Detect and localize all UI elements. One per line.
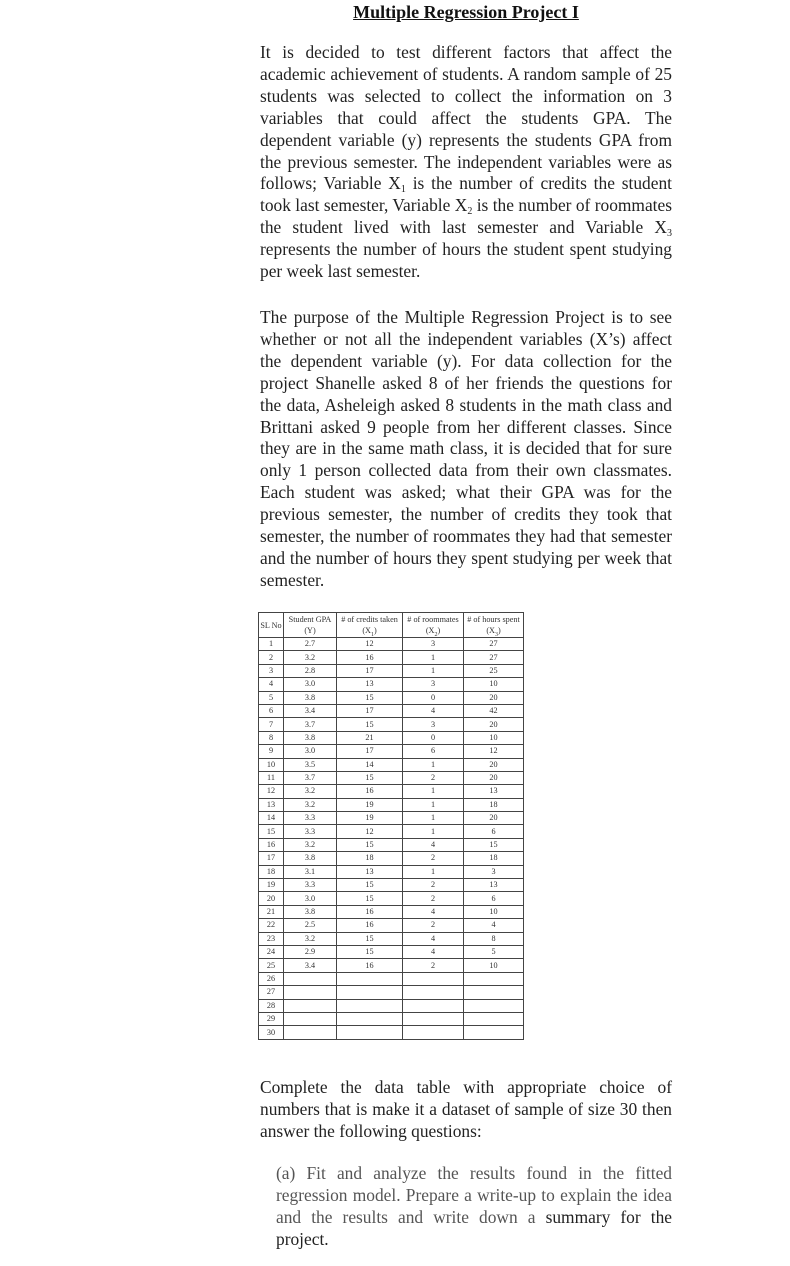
cell-roommates: 2 bbox=[403, 879, 464, 892]
header-roommates bbox=[403, 613, 464, 638]
cell-credits: 16 bbox=[337, 905, 403, 918]
cell-gpa: 3.2 bbox=[284, 798, 337, 811]
cell-sl-no: 1 bbox=[259, 638, 284, 651]
cell-credits bbox=[337, 986, 403, 999]
cell-gpa: 3.7 bbox=[284, 771, 337, 784]
cell-hours: 20 bbox=[464, 691, 524, 704]
table-row bbox=[259, 638, 524, 651]
cell-hours: 20 bbox=[464, 771, 524, 784]
cell-sl-no: 17 bbox=[259, 852, 284, 865]
cell-credits: 15 bbox=[337, 718, 403, 731]
cell-credits: 15 bbox=[337, 932, 403, 945]
cell-hours: 13 bbox=[464, 785, 524, 798]
cell-sl-no: 23 bbox=[259, 932, 284, 945]
cell-gpa: 3.4 bbox=[284, 959, 337, 972]
cell-sl-no: 28 bbox=[259, 999, 284, 1012]
cell-sl-no: 11 bbox=[259, 771, 284, 784]
header-label: # of hours spent bbox=[467, 615, 520, 624]
cell-sl-no: 25 bbox=[259, 959, 284, 972]
table-row bbox=[259, 691, 524, 704]
cell-credits: 13 bbox=[337, 678, 403, 691]
table-row bbox=[259, 919, 524, 932]
table-row bbox=[259, 745, 524, 758]
cell-hours: 10 bbox=[464, 959, 524, 972]
header-hours bbox=[464, 613, 524, 638]
cell-hours: 42 bbox=[464, 704, 524, 717]
cell-credits: 15 bbox=[337, 879, 403, 892]
cell-gpa: 2.8 bbox=[284, 664, 337, 677]
table-row bbox=[259, 972, 524, 985]
table-row bbox=[259, 825, 524, 838]
cell-hours: 18 bbox=[464, 798, 524, 811]
cell-gpa: 3.0 bbox=[284, 745, 337, 758]
header-sl-no bbox=[259, 613, 284, 638]
cell-sl-no: 12 bbox=[259, 785, 284, 798]
cell-sl-no: 7 bbox=[259, 718, 284, 731]
table-row bbox=[259, 932, 524, 945]
cell-roommates: 4 bbox=[403, 905, 464, 918]
cell-sl-no: 24 bbox=[259, 945, 284, 958]
cell-hours: 12 bbox=[464, 745, 524, 758]
cell-credits: 17 bbox=[337, 664, 403, 677]
data-table-container bbox=[258, 612, 524, 1040]
subscript-3: 3 bbox=[667, 228, 672, 240]
cell-gpa bbox=[284, 1026, 337, 1039]
cell-credits: 18 bbox=[337, 852, 403, 865]
cell-gpa: 3.4 bbox=[284, 704, 337, 717]
cell-sl-no: 26 bbox=[259, 972, 284, 985]
cell-hours: 8 bbox=[464, 932, 524, 945]
intro-text-3: is the number of roommates the student lived with last semester and Variable X bbox=[260, 195, 672, 238]
cell-credits: 15 bbox=[337, 892, 403, 905]
cell-sl-no: 15 bbox=[259, 825, 284, 838]
cell-sl-no: 9 bbox=[259, 745, 284, 758]
table-row bbox=[259, 651, 524, 664]
cell-roommates: 3 bbox=[403, 678, 464, 691]
cell-sl-no: 5 bbox=[259, 691, 284, 704]
cell-hours bbox=[464, 972, 524, 985]
cell-gpa: 3.3 bbox=[284, 879, 337, 892]
cell-gpa: 3.8 bbox=[284, 852, 337, 865]
cell-gpa: 3.8 bbox=[284, 691, 337, 704]
cell-roommates: 1 bbox=[403, 651, 464, 664]
data-table bbox=[258, 612, 524, 1040]
cell-hours: 10 bbox=[464, 731, 524, 744]
cell-sl-no: 6 bbox=[259, 704, 284, 717]
table-row bbox=[259, 905, 524, 918]
cell-gpa: 3.0 bbox=[284, 892, 337, 905]
subscript-1: 1 bbox=[400, 184, 406, 196]
cell-gpa: 3.3 bbox=[284, 812, 337, 825]
cell-hours bbox=[464, 986, 524, 999]
cell-hours bbox=[464, 999, 524, 1012]
header-credits bbox=[337, 613, 403, 638]
cell-sl-no: 14 bbox=[259, 812, 284, 825]
cell-hours bbox=[464, 1012, 524, 1025]
table-row bbox=[259, 865, 524, 878]
table-body bbox=[259, 638, 524, 1040]
cell-gpa: 3.5 bbox=[284, 758, 337, 771]
cell-roommates: 2 bbox=[403, 892, 464, 905]
cell-hours: 20 bbox=[464, 812, 524, 825]
cell-sl-no: 18 bbox=[259, 865, 284, 878]
cell-roommates bbox=[403, 972, 464, 985]
table-row bbox=[259, 879, 524, 892]
cell-roommates bbox=[403, 1012, 464, 1025]
cell-roommates bbox=[403, 1026, 464, 1039]
table-row bbox=[259, 678, 524, 691]
table-row bbox=[259, 664, 524, 677]
cell-gpa bbox=[284, 1012, 337, 1025]
header-sublabel: (X bbox=[362, 626, 371, 635]
table-row bbox=[259, 986, 524, 999]
cell-gpa: 3.0 bbox=[284, 678, 337, 691]
cell-credits: 21 bbox=[337, 731, 403, 744]
cell-hours: 27 bbox=[464, 651, 524, 664]
cell-hours: 4 bbox=[464, 919, 524, 932]
cell-credits: 15 bbox=[337, 691, 403, 704]
intro-text-4: represents the number of hours the student spent studying per week last semester. bbox=[260, 239, 672, 282]
header-sublabel: (X bbox=[486, 626, 495, 635]
cell-credits: 17 bbox=[337, 745, 403, 758]
cell-sl-no: 27 bbox=[259, 986, 284, 999]
cell-roommates: 0 bbox=[403, 731, 464, 744]
cell-roommates: 4 bbox=[403, 838, 464, 851]
cell-gpa: 2.7 bbox=[284, 638, 337, 651]
header-close: ) bbox=[497, 626, 501, 635]
cell-sl-no: 8 bbox=[259, 731, 284, 744]
cell-credits: 17 bbox=[337, 704, 403, 717]
cell-credits: 12 bbox=[337, 825, 403, 838]
cell-hours: 27 bbox=[464, 638, 524, 651]
cell-roommates: 2 bbox=[403, 959, 464, 972]
intro-paragraph bbox=[260, 42, 672, 283]
cell-roommates: 1 bbox=[403, 758, 464, 771]
table-row bbox=[259, 812, 524, 825]
question-a-summary: summary for the project. bbox=[276, 1206, 672, 1249]
header-sublabel: (X bbox=[425, 626, 435, 635]
cell-gpa bbox=[284, 986, 337, 999]
table-row bbox=[259, 959, 524, 972]
cell-roommates bbox=[403, 999, 464, 1012]
cell-hours: 3 bbox=[464, 865, 524, 878]
cell-hours bbox=[464, 1026, 524, 1039]
cell-credits: 16 bbox=[337, 651, 403, 664]
header-close: ) bbox=[373, 626, 377, 635]
cell-roommates: 2 bbox=[403, 771, 464, 784]
cell-hours: 6 bbox=[464, 892, 524, 905]
header-label: # of roommates bbox=[407, 615, 459, 624]
cell-gpa bbox=[284, 972, 337, 985]
table-header-row bbox=[259, 613, 524, 638]
cell-gpa: 3.8 bbox=[284, 905, 337, 918]
table-row bbox=[259, 1012, 524, 1025]
table-row bbox=[259, 892, 524, 905]
cell-sl-no: 10 bbox=[259, 758, 284, 771]
table-row bbox=[259, 798, 524, 811]
cell-gpa: 3.2 bbox=[284, 932, 337, 945]
header-student-gpa bbox=[284, 613, 337, 638]
cell-roommates: 1 bbox=[403, 812, 464, 825]
cell-gpa bbox=[284, 999, 337, 1012]
cell-hours: 10 bbox=[464, 678, 524, 691]
cell-hours: 10 bbox=[464, 905, 524, 918]
cell-credits bbox=[337, 1012, 403, 1025]
cell-credits: 16 bbox=[337, 959, 403, 972]
table-row bbox=[259, 771, 524, 784]
cell-hours: 20 bbox=[464, 718, 524, 731]
cell-sl-no: 19 bbox=[259, 879, 284, 892]
cell-roommates: 1 bbox=[403, 785, 464, 798]
cell-hours: 20 bbox=[464, 758, 524, 771]
cell-sl-no: 21 bbox=[259, 905, 284, 918]
cell-gpa: 3.3 bbox=[284, 825, 337, 838]
cell-roommates: 2 bbox=[403, 919, 464, 932]
cell-hours: 18 bbox=[464, 852, 524, 865]
cell-credits: 16 bbox=[337, 919, 403, 932]
header-subscript: 1 bbox=[370, 632, 374, 638]
cell-roommates bbox=[403, 986, 464, 999]
cell-sl-no: 22 bbox=[259, 919, 284, 932]
cell-sl-no: 30 bbox=[259, 1026, 284, 1039]
cell-sl-no: 13 bbox=[259, 798, 284, 811]
cell-roommates: 1 bbox=[403, 865, 464, 878]
table-row bbox=[259, 704, 524, 717]
question-a-label: (a) bbox=[276, 1163, 296, 1183]
cell-gpa: 3.2 bbox=[284, 651, 337, 664]
cell-sl-no: 3 bbox=[259, 664, 284, 677]
table-row bbox=[259, 1026, 524, 1039]
cell-hours: 5 bbox=[464, 945, 524, 958]
cell-hours: 6 bbox=[464, 825, 524, 838]
cell-credits: 12 bbox=[337, 638, 403, 651]
cell-credits bbox=[337, 999, 403, 1012]
cell-gpa: 2.9 bbox=[284, 945, 337, 958]
cell-credits: 19 bbox=[337, 812, 403, 825]
cell-sl-no: 16 bbox=[259, 838, 284, 851]
header-sublabel: (Y) bbox=[304, 626, 316, 635]
cell-hours: 25 bbox=[464, 664, 524, 677]
cell-gpa: 2.5 bbox=[284, 919, 337, 932]
intro-text-1: It is decided to test different factors that affect the academic achievement of students. A random sample of 25 students was selected to collect the information on 3 variables that could affect the students GPA. The dependent variable (y) represents the students GPA from the previous semester. The independent variables were as follows; Variable X bbox=[260, 42, 672, 194]
question-a-text: Fit and analyze the results found in the fitted regression model. Prepare a write-up to explain the idea and the results and write down a bbox=[276, 1163, 672, 1227]
cell-gpa: 3.7 bbox=[284, 718, 337, 731]
header-label: Student GPA bbox=[288, 615, 332, 624]
table-row bbox=[259, 718, 524, 731]
cell-sl-no: 20 bbox=[259, 892, 284, 905]
header-subscript: 2 bbox=[434, 632, 438, 638]
cell-credits: 15 bbox=[337, 945, 403, 958]
cell-roommates: 6 bbox=[403, 745, 464, 758]
cell-gpa: 3.2 bbox=[284, 785, 337, 798]
cell-roommates: 0 bbox=[403, 691, 464, 704]
cell-credits: 19 bbox=[337, 798, 403, 811]
cell-sl-no: 4 bbox=[259, 678, 284, 691]
purpose-paragraph: The purpose of the Multiple Regression Project is to see whether or not all the independent variables (X’s) affect the dependent variable (y). For data collection for the project Shanelle asked 8 of her friends the questions for the data, Asheleigh asked 8 students in the math class and Brittani asked 9 people from her different classes. Since they are in the same math class, it is decided that for sure only 1 person collected data from their own classmates. Each student was asked; what their GPA was for the previous semester, the number of credits they took that semester, the number of roommates they had that semester and the number of hours they spent studying per week that semester. bbox=[260, 307, 672, 590]
cell-sl-no: 2 bbox=[259, 651, 284, 664]
cell-roommates: 2 bbox=[403, 852, 464, 865]
cell-roommates: 3 bbox=[403, 638, 464, 651]
cell-credits: 13 bbox=[337, 865, 403, 878]
cell-sl-no: 29 bbox=[259, 1012, 284, 1025]
subscript-2: 2 bbox=[467, 206, 473, 218]
table-row bbox=[259, 852, 524, 865]
cell-roommates: 1 bbox=[403, 664, 464, 677]
intro-text-2: is the number of credits the student took last semester, Variable X bbox=[260, 173, 672, 216]
cell-gpa: 3.2 bbox=[284, 838, 337, 851]
question-a bbox=[276, 1163, 672, 1251]
cell-hours: 13 bbox=[464, 879, 524, 892]
table-row bbox=[259, 758, 524, 771]
cell-credits: 16 bbox=[337, 785, 403, 798]
table-row bbox=[259, 785, 524, 798]
header-close: ) bbox=[437, 626, 441, 635]
page-title: Multiple Regression Project I bbox=[353, 2, 579, 22]
cell-credits: 15 bbox=[337, 838, 403, 851]
table-row bbox=[259, 945, 524, 958]
cell-credits bbox=[337, 1026, 403, 1039]
cell-credits: 15 bbox=[337, 771, 403, 784]
cell-roommates: 4 bbox=[403, 932, 464, 945]
cell-credits: 14 bbox=[337, 758, 403, 771]
cell-roommates: 4 bbox=[403, 704, 464, 717]
cell-roommates: 1 bbox=[403, 825, 464, 838]
header-label: # of credits taken bbox=[341, 615, 398, 624]
table-row bbox=[259, 731, 524, 744]
cell-roommates: 4 bbox=[403, 945, 464, 958]
cell-hours: 15 bbox=[464, 838, 524, 851]
table-row bbox=[259, 999, 524, 1012]
cell-credits bbox=[337, 972, 403, 985]
header-subscript: 3 bbox=[494, 632, 498, 638]
instructions-paragraph: Complete the data table with appropriate choice of numbers that is make it a dataset of sample of size 30 then answer the following questions: bbox=[260, 1077, 672, 1141]
cell-gpa: 3.8 bbox=[284, 731, 337, 744]
cell-roommates: 3 bbox=[403, 718, 464, 731]
table-row bbox=[259, 838, 524, 851]
cell-gpa: 3.1 bbox=[284, 865, 337, 878]
cell-roommates: 1 bbox=[403, 798, 464, 811]
header-label: SL No bbox=[260, 620, 282, 630]
